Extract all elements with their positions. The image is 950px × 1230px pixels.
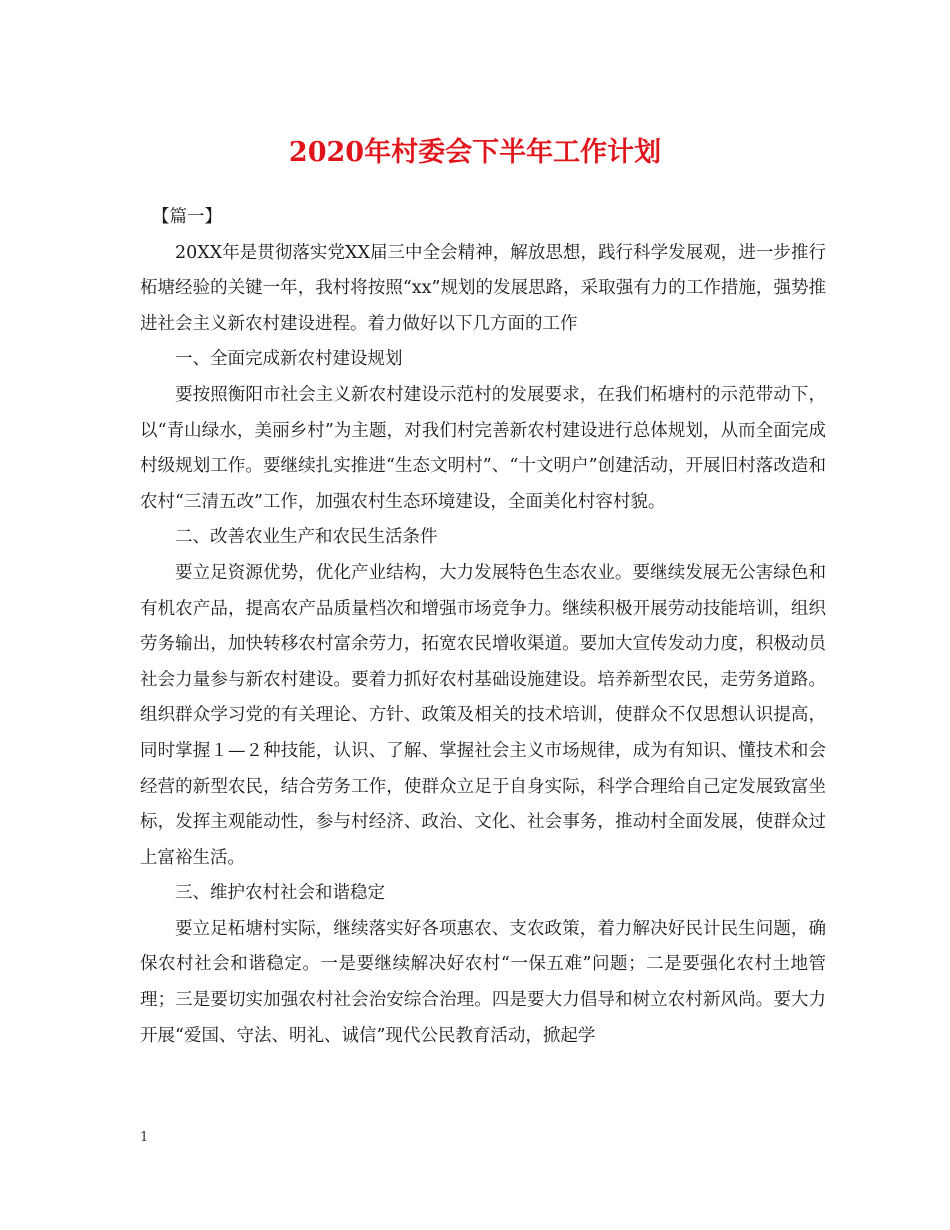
section-paragraph-2: 要立足资源优势，优化产业结构，大力发展特色生态农业。要继续发展无公害绿色和有机农产品，提高农产品质量档次和增强市场竞争力。继续积极开展劳动技能培训，组织劳务输出，加快转移农村富余劳力，拓宽农民增收渠道。要加大宣传发动力度，积极动员社会力量参与新农村建设。要着力抓好农村基础设施建设。培养新型农民，走劳务道路。组织群众学习党的有关理论、方针、政策及相关的技术培训，使群众不仅思想认识提高，同时掌握１—２种技能，认识、了解、掌握社会主义市场规律，成为有知识、懂技术和会经营的新型农民，结合劳务工作，使群众立足于自身实际，科学合理给自己定发展致富坐标，发挥主观能动性，参与村经济、政治、文化、社会事务，推动村全面发展，使群众过上富裕生活。 [140, 562, 826, 868]
section-heading-1: 一、全面完成新农村建设规划 [175, 349, 403, 370]
section-heading-2: 二、改善农业生产和农民生活条件 [175, 527, 438, 548]
document-title: 2020年村委会下半年工作计划 [288, 137, 662, 168]
section-paragraph-1: 要按照衡阳市社会主义新农村建设示范村的发展要求，在我们柘塘村的示范带动下，以“青山绿水，美丽乡村”为主题，对我们村完善新农村建设进行总体规划，从而全面完成村级规划工作。要继续扎实推进“生态文明村”、“十文明户”创建活动，开展旧村落改造和农村“三清五改”工作，加强农村生态环境建设，全面美化村容村貌。 [140, 384, 826, 512]
section-paragraph-3: 要立足柘塘村实际，继续落实好各项惠农、支农政策，着力解决好民计民生问题，确保农村社会和谐稳定。一是要继续解决好农村“一保五难”问题；二是要强化农村土地管理；三是要切实加强农村社会治安综合治理。四是要大力倡导和树立农村新风尚。要大力开展“爱国、守法、明礼、诚信”现代公民教育活动，掀起学 [140, 918, 826, 1046]
intro-paragraph: 20XX年是贯彻落实党XX届三中全会精神，解放思想，践行科学发展观，进一步推行柘塘经验的关键一年，我村将按照“xx”规划的发展思路，采取强有力的工作措施，强势推进社会主义新农村建设进程。着力做好以下几方面的工作 [140, 242, 826, 334]
section-heading-3: 三、维护农村社会和谐稳定 [175, 883, 385, 904]
page-number: 1 [140, 1130, 149, 1145]
section-label: 【篇一】 [152, 207, 222, 227]
document-body [140, 200, 826, 1054]
